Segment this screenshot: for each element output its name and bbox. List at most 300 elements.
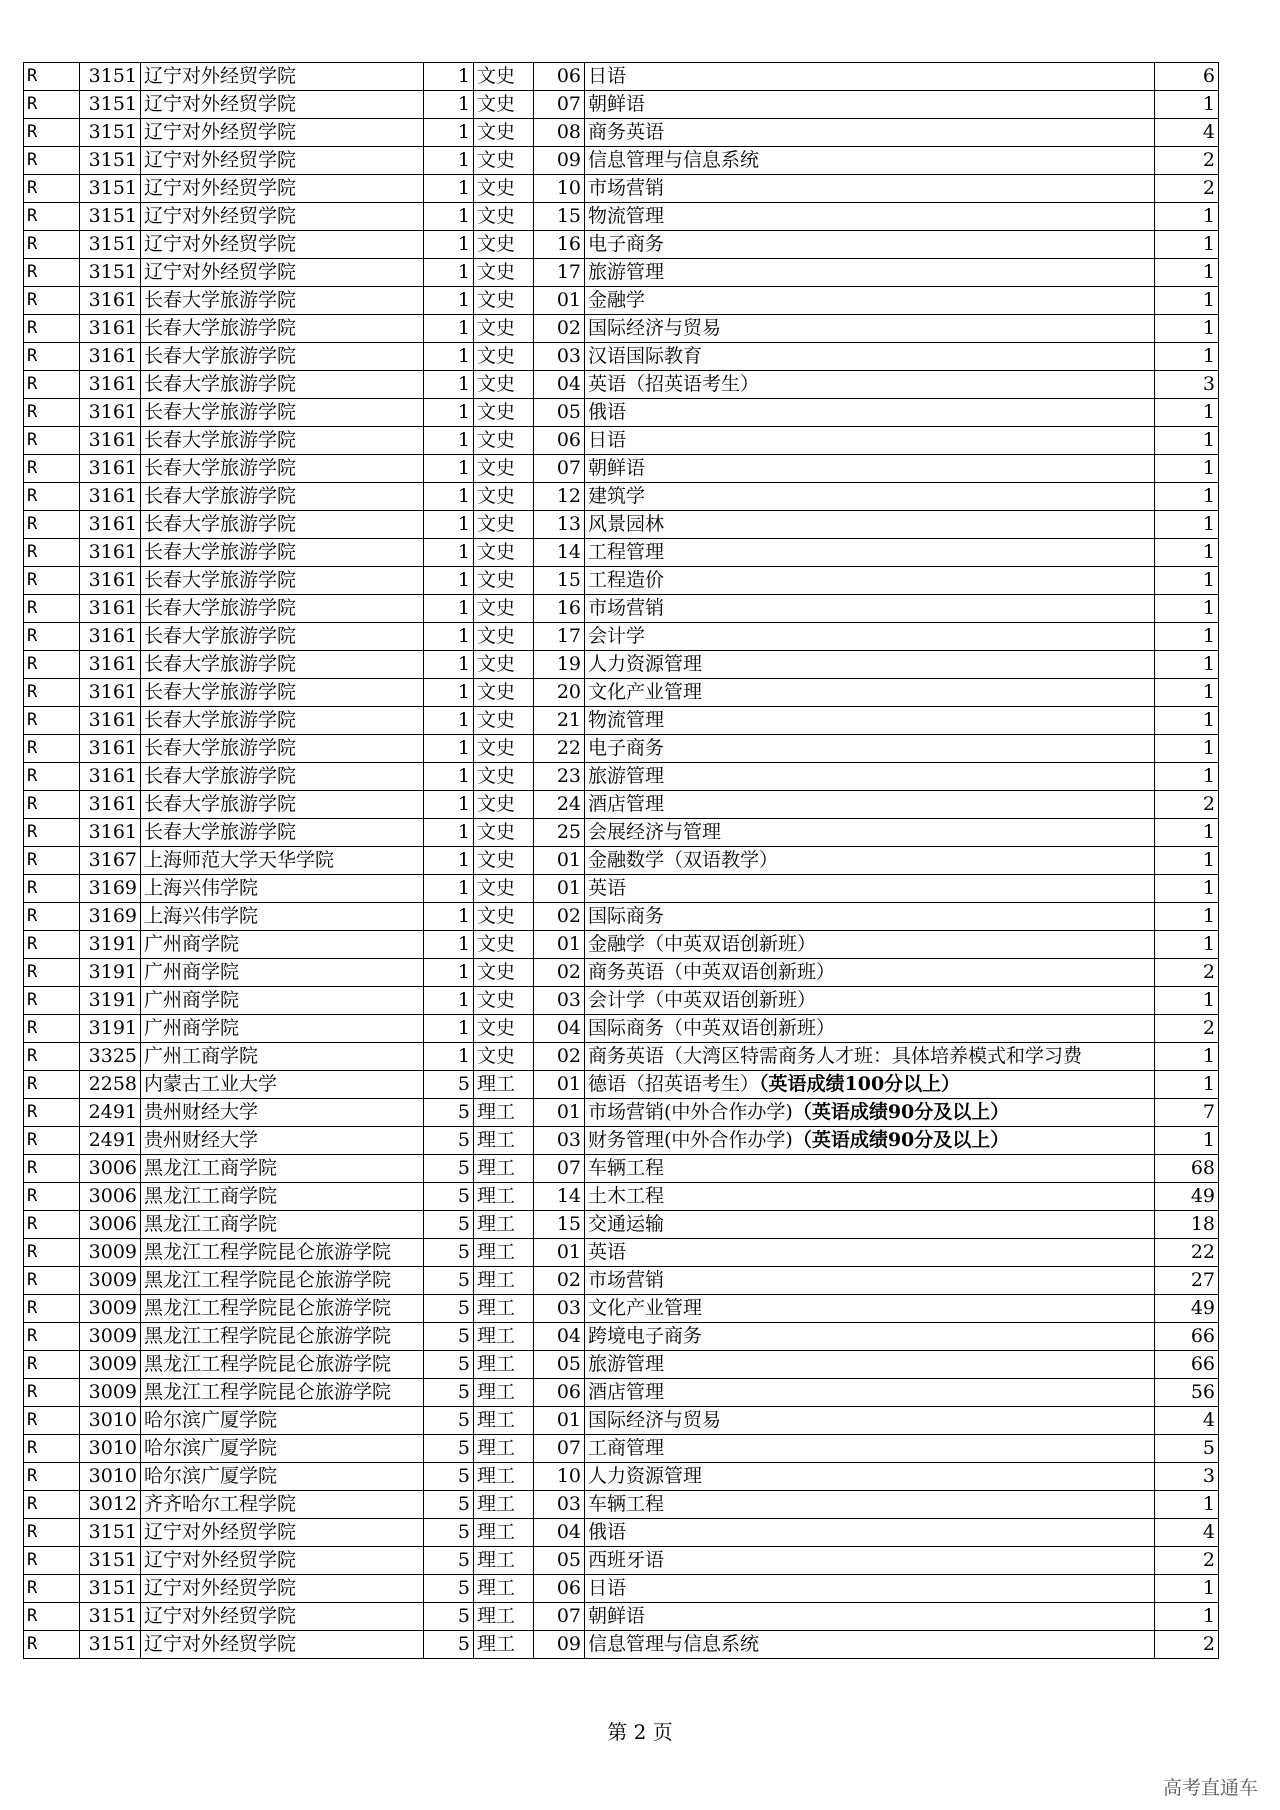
plan-count-cell: 1 (1155, 847, 1219, 875)
school-code-cell: 3009 (80, 1239, 141, 1267)
major-name-cell (585, 483, 1155, 511)
school-code-cell: 3161 (80, 427, 141, 455)
major-name-cell (585, 1547, 1155, 1575)
table-row (24, 1323, 1219, 1351)
school-code-cell: 3169 (80, 875, 141, 903)
table-row (24, 1379, 1219, 1407)
plan-count-cell: 1 (1155, 259, 1219, 287)
plan-count-cell: 2 (1155, 1631, 1219, 1659)
batch-cell: R (24, 511, 80, 539)
major-name: 国际商务（中英双语创新班） (588, 1017, 836, 1039)
school-code-cell: 3151 (80, 231, 141, 259)
category-code-cell: 1 (424, 427, 474, 455)
table-row (24, 343, 1219, 371)
batch-cell: R (24, 1099, 80, 1127)
major-code-cell: 06 (534, 1379, 585, 1407)
batch-cell: R (24, 1407, 80, 1435)
school-code-cell: 3161 (80, 623, 141, 651)
batch-cell: R (24, 679, 80, 707)
major-code-cell: 01 (534, 875, 585, 903)
major-name-cell (585, 903, 1155, 931)
category-code-cell: 1 (424, 231, 474, 259)
school-code-cell: 3151 (80, 147, 141, 175)
subject-cell: 文史 (474, 931, 534, 959)
category-code-cell: 5 (424, 1071, 474, 1099)
major-name: 俄语 (588, 1521, 627, 1543)
major-code-cell: 02 (534, 1267, 585, 1295)
school-code-cell: 3161 (80, 483, 141, 511)
major-name-cell (585, 231, 1155, 259)
plan-count-cell: 1 (1155, 763, 1219, 791)
school-name-cell: 长春大学旅游学院 (141, 315, 424, 343)
batch-cell: R (24, 987, 80, 1015)
table-row (24, 539, 1219, 567)
major-name-cell (585, 1631, 1155, 1659)
major-name: 旅游管理 (588, 1353, 665, 1375)
major-code-cell: 09 (534, 1631, 585, 1659)
subject-cell: 文史 (474, 203, 534, 231)
major-name-cell (585, 1239, 1155, 1267)
school-name-cell: 辽宁对外经贸学院 (141, 231, 424, 259)
category-code-cell: 5 (424, 1183, 474, 1211)
table-row (24, 595, 1219, 623)
major-name: 国际经济与贸易 (588, 317, 722, 339)
major-name-cell (585, 1155, 1155, 1183)
major-name-cell (585, 203, 1155, 231)
subject-cell: 理工 (474, 1211, 534, 1239)
category-code-cell: 1 (424, 595, 474, 623)
major-name: 会计学 (588, 625, 646, 647)
batch-cell: R (24, 1295, 80, 1323)
batch-cell: R (24, 1351, 80, 1379)
batch-cell: R (24, 1323, 80, 1351)
major-name: 英语 (588, 1241, 627, 1263)
subject-cell: 文史 (474, 427, 534, 455)
table-row (24, 91, 1219, 119)
category-code-cell: 1 (424, 455, 474, 483)
major-code-cell: 07 (534, 91, 585, 119)
major-name: 金融学 (588, 289, 646, 311)
major-name-cell (585, 1211, 1155, 1239)
school-code-cell: 3161 (80, 595, 141, 623)
school-code-cell: 3009 (80, 1351, 141, 1379)
plan-count-cell: 7 (1155, 1099, 1219, 1127)
major-name: 商务英语 (588, 121, 665, 143)
major-name-cell (585, 1127, 1155, 1155)
school-code-cell: 3151 (80, 259, 141, 287)
plan-count-cell: 1 (1155, 1603, 1219, 1631)
school-name-cell: 长春大学旅游学院 (141, 539, 424, 567)
school-code-cell: 3191 (80, 931, 141, 959)
subject-cell: 文史 (474, 483, 534, 511)
major-name-cell (585, 735, 1155, 763)
major-name: 人力资源管理 (588, 653, 703, 675)
category-code-cell: 1 (424, 539, 474, 567)
table-row (24, 1491, 1219, 1519)
school-name-cell: 辽宁对外经贸学院 (141, 1519, 424, 1547)
table-row (24, 931, 1219, 959)
batch-cell: R (24, 1155, 80, 1183)
major-code-cell: 07 (534, 455, 585, 483)
major-code-cell: 19 (534, 651, 585, 679)
category-code-cell: 5 (424, 1099, 474, 1127)
category-code-cell: 1 (424, 791, 474, 819)
batch-cell: R (24, 119, 80, 147)
school-code-cell: 3161 (80, 511, 141, 539)
school-code-cell: 3161 (80, 735, 141, 763)
major-code-cell: 24 (534, 791, 585, 819)
batch-cell: R (24, 623, 80, 651)
major-code-cell: 04 (534, 1519, 585, 1547)
plan-count-cell: 49 (1155, 1183, 1219, 1211)
category-code-cell: 5 (424, 1379, 474, 1407)
batch-cell: R (24, 707, 80, 735)
subject-cell: 文史 (474, 371, 534, 399)
batch-cell: R (24, 1463, 80, 1491)
plan-count-cell: 1 (1155, 735, 1219, 763)
school-code-cell: 3009 (80, 1295, 141, 1323)
major-name-cell (585, 651, 1155, 679)
batch-cell: R (24, 203, 80, 231)
subject-cell: 文史 (474, 455, 534, 483)
major-name-cell (585, 707, 1155, 735)
school-name-cell: 黑龙江工商学院 (141, 1183, 424, 1211)
category-code-cell: 1 (424, 623, 474, 651)
batch-cell: R (24, 175, 80, 203)
school-name-cell: 黑龙江工程学院昆仑旅游学院 (141, 1351, 424, 1379)
category-code-cell: 1 (424, 847, 474, 875)
school-name-cell: 长春大学旅游学院 (141, 623, 424, 651)
table-row (24, 1183, 1219, 1211)
plan-count-cell: 49 (1155, 1295, 1219, 1323)
school-code-cell: 3151 (80, 1603, 141, 1631)
major-name: 日语 (588, 1577, 627, 1599)
school-name-cell: 长春大学旅游学院 (141, 427, 424, 455)
major-name: 人力资源管理 (588, 1465, 703, 1487)
major-code-cell: 17 (534, 623, 585, 651)
major-code-cell: 04 (534, 1323, 585, 1351)
major-code-cell: 01 (534, 1407, 585, 1435)
subject-cell: 理工 (474, 1351, 534, 1379)
table-row (24, 455, 1219, 483)
major-name-cell (585, 175, 1155, 203)
major-code-cell: 15 (534, 203, 585, 231)
batch-cell: R (24, 1071, 80, 1099)
major-name: 文化产业管理 (588, 1297, 703, 1319)
category-code-cell: 5 (424, 1491, 474, 1519)
table-row (24, 147, 1219, 175)
school-code-cell: 3161 (80, 651, 141, 679)
major-code-cell: 06 (534, 427, 585, 455)
major-name: 电子商务 (588, 233, 665, 255)
category-code-cell: 1 (424, 119, 474, 147)
table-row (24, 1071, 1219, 1099)
major-code-cell: 06 (534, 63, 585, 91)
school-name-cell: 辽宁对外经贸学院 (141, 175, 424, 203)
category-code-cell: 5 (424, 1155, 474, 1183)
category-code-cell: 5 (424, 1323, 474, 1351)
plan-count-cell: 1 (1155, 427, 1219, 455)
batch-cell: R (24, 875, 80, 903)
major-code-cell: 25 (534, 819, 585, 847)
school-name-cell: 广州商学院 (141, 931, 424, 959)
batch-cell: R (24, 1603, 80, 1631)
major-code-cell: 05 (534, 1351, 585, 1379)
subject-cell: 文史 (474, 231, 534, 259)
major-name: 日语 (588, 429, 627, 451)
category-code-cell: 5 (424, 1407, 474, 1435)
plan-count-cell: 1 (1155, 987, 1219, 1015)
major-name: 物流管理 (588, 709, 665, 731)
category-code-cell: 1 (424, 147, 474, 175)
major-name: 朝鲜语 (588, 457, 646, 479)
school-code-cell: 3151 (80, 1631, 141, 1659)
table-row (24, 1519, 1219, 1547)
batch-cell: R (24, 1211, 80, 1239)
plan-count-cell: 4 (1155, 1519, 1219, 1547)
major-code-cell: 12 (534, 483, 585, 511)
batch-cell: R (24, 735, 80, 763)
major-name: 工程管理 (588, 541, 665, 563)
category-code-cell: 1 (424, 1015, 474, 1043)
major-name: 文化产业管理 (588, 681, 703, 703)
major-name: 酒店管理 (588, 793, 665, 815)
batch-cell: R (24, 231, 80, 259)
batch-cell: R (24, 259, 80, 287)
school-name-cell: 黑龙江工程学院昆仑旅游学院 (141, 1239, 424, 1267)
category-code-cell: 1 (424, 399, 474, 427)
major-name-cell (585, 1351, 1155, 1379)
major-code-cell: 22 (534, 735, 585, 763)
major-name: 土木工程 (588, 1185, 665, 1207)
major-name: 金融数学（双语教学） (588, 849, 779, 871)
subject-cell: 理工 (474, 1575, 534, 1603)
major-name: 物流管理 (588, 205, 665, 227)
batch-cell: R (24, 399, 80, 427)
major-name-cell (585, 1043, 1155, 1071)
category-code-cell: 5 (424, 1267, 474, 1295)
school-name-cell: 辽宁对外经贸学院 (141, 63, 424, 91)
major-name: 财务管理(中外合作办学) (588, 1129, 793, 1151)
category-code-cell: 1 (424, 651, 474, 679)
subject-cell: 理工 (474, 1519, 534, 1547)
major-code-cell: 01 (534, 847, 585, 875)
category-code-cell: 5 (424, 1603, 474, 1631)
major-code-cell: 01 (534, 1099, 585, 1127)
plan-count-cell: 6 (1155, 63, 1219, 91)
plan-count-cell: 1 (1155, 343, 1219, 371)
school-name-cell: 长春大学旅游学院 (141, 287, 424, 315)
category-code-cell: 5 (424, 1211, 474, 1239)
batch-cell: R (24, 539, 80, 567)
major-requirement-note: （英语成绩90分及以上） (792, 1101, 1010, 1123)
category-code-cell: 1 (424, 203, 474, 231)
school-code-cell: 3151 (80, 63, 141, 91)
major-code-cell: 03 (534, 343, 585, 371)
category-code-cell: 1 (424, 875, 474, 903)
school-code-cell: 3161 (80, 539, 141, 567)
table-row (24, 427, 1219, 455)
subject-cell: 理工 (474, 1491, 534, 1519)
batch-cell: R (24, 91, 80, 119)
school-name-cell: 长春大学旅游学院 (141, 595, 424, 623)
school-code-cell: 3161 (80, 343, 141, 371)
major-name: 日语 (588, 65, 627, 87)
category-code-cell: 5 (424, 1295, 474, 1323)
school-name-cell: 辽宁对外经贸学院 (141, 1575, 424, 1603)
school-code-cell: 3151 (80, 91, 141, 119)
batch-cell: R (24, 1043, 80, 1071)
major-code-cell: 16 (534, 231, 585, 259)
major-name: 风景园林 (588, 513, 665, 535)
school-name-cell: 黑龙江工程学院昆仑旅游学院 (141, 1379, 424, 1407)
batch-cell: R (24, 651, 80, 679)
subject-cell: 文史 (474, 735, 534, 763)
table-row (24, 63, 1219, 91)
category-code-cell: 5 (424, 1631, 474, 1659)
table-row (24, 567, 1219, 595)
category-code-cell: 1 (424, 735, 474, 763)
school-code-cell: 2258 (80, 1071, 141, 1099)
plan-count-cell: 2 (1155, 175, 1219, 203)
admissions-plan-table (23, 62, 1219, 1659)
major-name: 商务英语（中英双语创新班） (588, 961, 836, 983)
plan-count-cell: 5 (1155, 1435, 1219, 1463)
batch-cell: R (24, 763, 80, 791)
batch-cell: R (24, 1183, 80, 1211)
major-code-cell: 01 (534, 931, 585, 959)
table-row (24, 1351, 1219, 1379)
category-code-cell: 1 (424, 903, 474, 931)
major-name: 车辆工程 (588, 1493, 665, 1515)
school-name-cell: 上海兴伟学院 (141, 875, 424, 903)
plan-count-cell: 1 (1155, 91, 1219, 119)
subject-cell: 文史 (474, 819, 534, 847)
school-code-cell: 3191 (80, 1015, 141, 1043)
subject-cell: 文史 (474, 63, 534, 91)
major-code-cell: 20 (534, 679, 585, 707)
major-requirement-note: （英语成绩90分及以上） (792, 1129, 1010, 1151)
table-row (24, 1239, 1219, 1267)
major-name-cell (585, 399, 1155, 427)
major-code-cell: 08 (534, 119, 585, 147)
batch-cell: R (24, 791, 80, 819)
major-name-cell (585, 427, 1155, 455)
category-code-cell: 1 (424, 315, 474, 343)
major-name: 俄语 (588, 401, 627, 423)
major-name-cell (585, 259, 1155, 287)
table-row (24, 1575, 1219, 1603)
school-code-cell: 3169 (80, 903, 141, 931)
major-code-cell: 03 (534, 1127, 585, 1155)
table-row (24, 1407, 1219, 1435)
subject-cell: 文史 (474, 903, 534, 931)
subject-cell: 理工 (474, 1155, 534, 1183)
major-name-cell (585, 931, 1155, 959)
school-name-cell: 长春大学旅游学院 (141, 679, 424, 707)
school-name-cell: 长春大学旅游学院 (141, 371, 424, 399)
table-row (24, 511, 1219, 539)
plan-count-cell: 1 (1155, 875, 1219, 903)
major-name-cell (585, 1295, 1155, 1323)
school-name-cell: 上海师范大学天华学院 (141, 847, 424, 875)
major-code-cell: 15 (534, 1211, 585, 1239)
table-row (24, 707, 1219, 735)
subject-cell: 理工 (474, 1267, 534, 1295)
plan-count-cell: 1 (1155, 483, 1219, 511)
major-name: 电子商务 (588, 737, 665, 759)
school-name-cell: 长春大学旅游学院 (141, 399, 424, 427)
school-code-cell: 3191 (80, 959, 141, 987)
school-name-cell: 长春大学旅游学院 (141, 483, 424, 511)
category-code-cell: 1 (424, 567, 474, 595)
table-row (24, 259, 1219, 287)
school-name-cell: 辽宁对外经贸学院 (141, 1631, 424, 1659)
major-code-cell: 03 (534, 987, 585, 1015)
subject-cell: 文史 (474, 791, 534, 819)
school-code-cell: 3161 (80, 707, 141, 735)
major-name-cell (585, 791, 1155, 819)
major-name: 国际商务 (588, 905, 665, 927)
major-name: 朝鲜语 (588, 93, 646, 115)
batch-cell: R (24, 287, 80, 315)
school-code-cell: 2491 (80, 1127, 141, 1155)
table-row (24, 791, 1219, 819)
category-code-cell: 1 (424, 91, 474, 119)
school-code-cell: 3010 (80, 1435, 141, 1463)
plan-count-cell: 1 (1155, 707, 1219, 735)
category-code-cell: 5 (424, 1239, 474, 1267)
subject-cell: 理工 (474, 1071, 534, 1099)
batch-cell: R (24, 315, 80, 343)
category-code-cell: 1 (424, 371, 474, 399)
major-name: 旅游管理 (588, 261, 665, 283)
major-name: 旅游管理 (588, 765, 665, 787)
category-code-cell: 1 (424, 343, 474, 371)
major-code-cell: 10 (534, 1463, 585, 1491)
batch-cell: R (24, 1547, 80, 1575)
subject-cell: 文史 (474, 147, 534, 175)
major-name-cell (585, 679, 1155, 707)
subject-cell: 文史 (474, 315, 534, 343)
major-name: 酒店管理 (588, 1381, 665, 1403)
major-name-cell (585, 1183, 1155, 1211)
subject-cell: 文史 (474, 763, 534, 791)
plan-count-cell: 1 (1155, 511, 1219, 539)
plan-count-cell: 2 (1155, 1015, 1219, 1043)
school-code-cell: 3161 (80, 679, 141, 707)
major-name: 西班牙语 (588, 1549, 665, 1571)
school-name-cell: 内蒙古工业大学 (141, 1071, 424, 1099)
major-name-cell (585, 1099, 1155, 1127)
category-code-cell: 1 (424, 987, 474, 1015)
table-row (24, 763, 1219, 791)
category-code-cell: 1 (424, 763, 474, 791)
major-name-cell (585, 539, 1155, 567)
major-name: 信息管理与信息系统 (588, 149, 760, 171)
school-code-cell: 3161 (80, 315, 141, 343)
major-code-cell: 10 (534, 175, 585, 203)
category-code-cell: 1 (424, 1043, 474, 1071)
major-name: 车辆工程 (588, 1157, 665, 1179)
major-code-cell: 15 (534, 567, 585, 595)
major-name-cell (585, 1407, 1155, 1435)
school-name-cell: 辽宁对外经贸学院 (141, 119, 424, 147)
table-row (24, 1099, 1219, 1127)
major-code-cell: 23 (534, 763, 585, 791)
major-name-cell (585, 763, 1155, 791)
school-name-cell: 长春大学旅游学院 (141, 735, 424, 763)
